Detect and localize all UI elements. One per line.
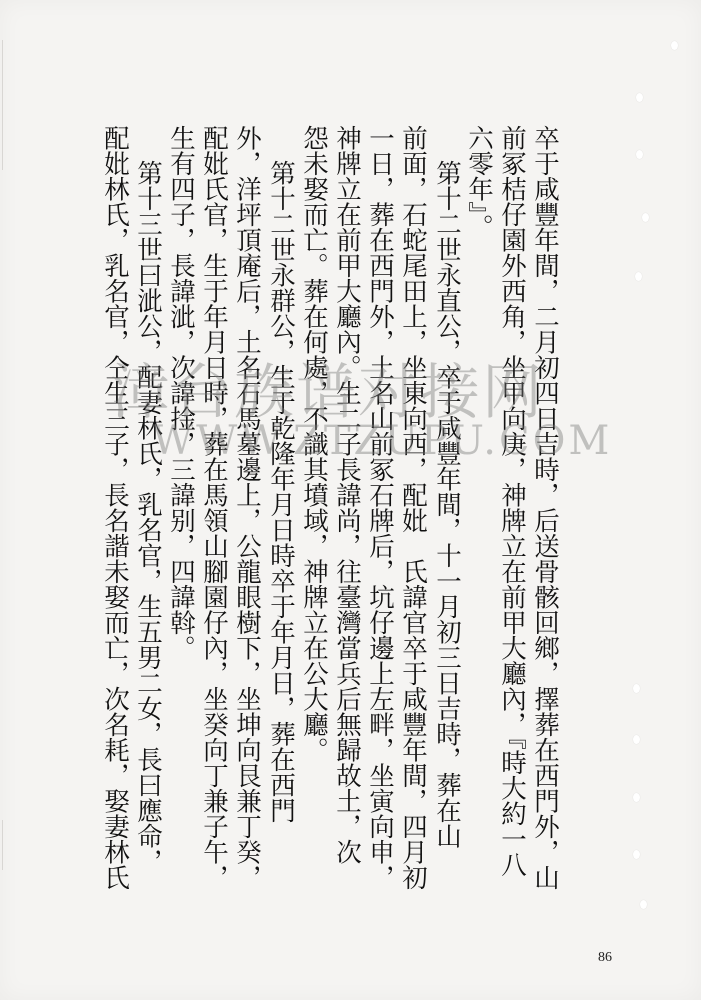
binding-hole xyxy=(640,900,647,909)
text-column: 怨未娶而亡。葬在何處，不識其墳域，神牌立在公大廳。 xyxy=(299,125,329,763)
text-column: 一日，葬在西門外，土名山前冢石牌后，坑仔邊上左畔，坐寅向申， xyxy=(365,125,395,890)
text-column: 神牌立在前甲大廳內。生二子長諱尚，往臺灣當兵后無歸故土，次 xyxy=(332,125,362,865)
watermark-url: WWW.ZTZUPU.COM xyxy=(152,418,613,464)
text-column: 六零年』。 xyxy=(464,125,494,240)
text-column: 第十二世永直公，卒于咸豐年間，十一月初三日吉時，葬在山 xyxy=(432,160,462,849)
page-edge-line xyxy=(2,820,3,870)
binding-hole xyxy=(633,850,640,859)
binding-hole xyxy=(642,213,649,222)
binding-hole xyxy=(636,93,643,102)
text-column: 卒于咸豐年間，二月初四日吉時，后送骨骸回鄉，擇葬在西門外，山 xyxy=(530,125,560,890)
text-column: 配妣林氏，乳名官，仝生三子，長名諧未娶而亡，次名耗，娶妻林氏 xyxy=(100,125,130,890)
text-column: 第十二世永群公，生于乾隆年月日時卒于年月日，葬在西門 xyxy=(266,160,296,823)
text-column: 配妣氏官，生于年月日時，葬在馬領山腳園仔內，坐癸向丁兼子午， xyxy=(199,125,229,890)
binding-hole xyxy=(633,735,640,744)
binding-hole xyxy=(635,272,642,281)
text-column: 前面，石蛇尾田上，坐東向西，配妣 氏諱官卒于咸豐年間，四月初 xyxy=(398,125,428,890)
text-column: 前冢桔仔園外西角，坐甲向庚，神牌立在前甲大廳內，『時大約一八 xyxy=(497,125,527,878)
text-column: 外，洋坪頂庵后，土名石馬墓邊上，公龍眼樹下，坐坤向艮兼丁癸， xyxy=(232,125,262,890)
watermark-title: 漳台族谱对接网 xyxy=(110,358,544,428)
binding-hole xyxy=(633,793,640,802)
binding-hole xyxy=(671,41,678,50)
binding-hole xyxy=(633,684,640,693)
page-edge-line xyxy=(2,40,3,170)
text-column: 第十三世曰泚公，配妻林氏，乳名官，生五男二女，長曰應命， xyxy=(133,160,163,874)
binding-hole xyxy=(636,150,643,159)
page-number: 86 xyxy=(598,950,612,965)
text-column: 生有四子，長諱泚，次諱捦，三諱别，四諱斡。 xyxy=(166,125,196,661)
